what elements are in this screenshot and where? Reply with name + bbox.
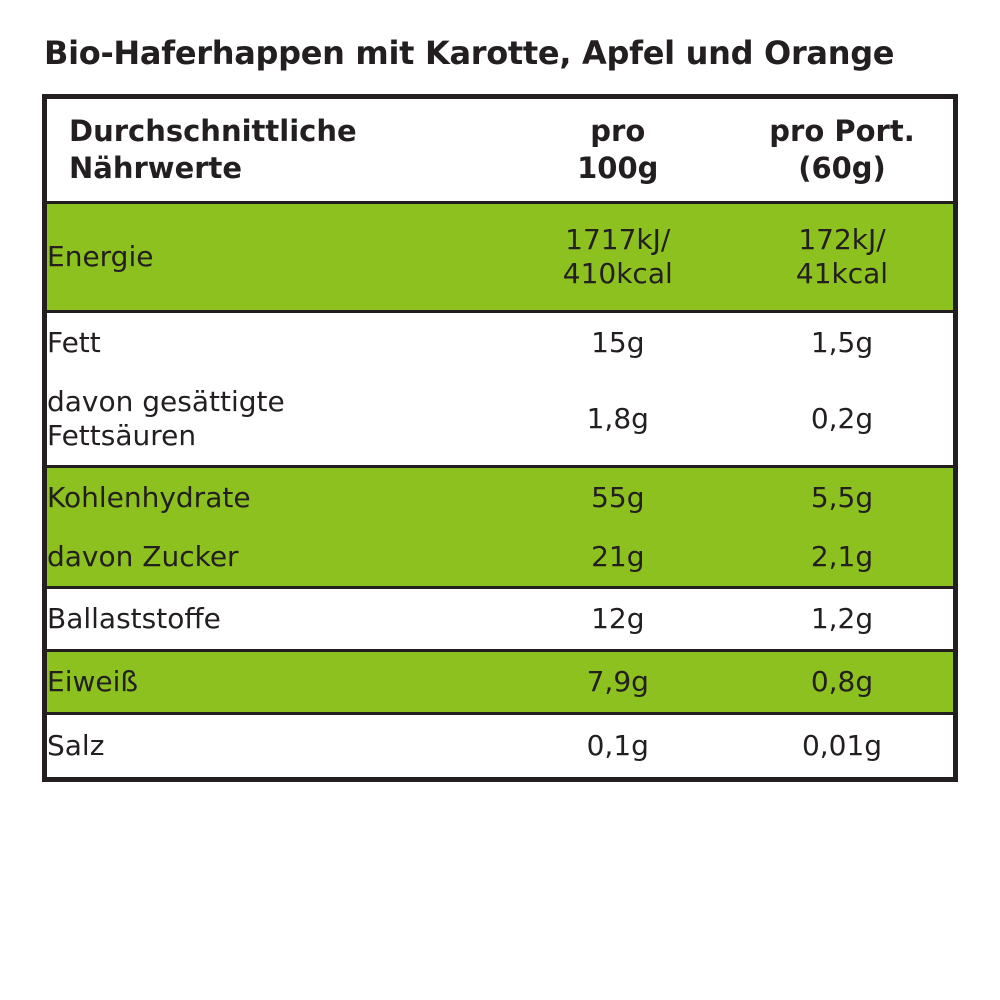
table-row-fett xyxy=(47,312,953,374)
table-row-eiweiss xyxy=(47,651,953,714)
row-value-fett-per-portion: 1,5g xyxy=(731,312,953,374)
table-row-ballaststoffe xyxy=(47,588,953,651)
table-row-energie xyxy=(47,203,953,312)
energie-per100-line1: 1717kJ/ xyxy=(565,223,671,257)
row-label-eiweiss: Eiweiß xyxy=(47,651,505,714)
energie-portion-line1: 172kJ/ xyxy=(798,223,886,257)
energie-per100-line2: 410kcal xyxy=(562,257,673,291)
header-portion-line1: pro Port. xyxy=(769,114,915,148)
row-value-gesaettigte-per-100g: 1,8g xyxy=(586,402,649,436)
gesaettigte-label-line2: Fettsäuren xyxy=(47,419,197,453)
header-cell-per-100g xyxy=(505,99,732,203)
header-portion-line2: (60g) xyxy=(798,151,886,186)
row-value-salz-per-portion: 0,01g xyxy=(731,714,953,778)
row-value-ballaststoffe-per-portion: 1,2g xyxy=(731,588,953,651)
row-value-fett-per-100g: 15g xyxy=(505,312,732,374)
table-header-row xyxy=(47,99,953,203)
row-value-energie-per-100g xyxy=(505,203,732,312)
table-row-kohlenhydrate xyxy=(47,467,953,529)
row-value-energie-per-portion xyxy=(731,203,953,312)
gesaettigte-label-line1: davon gesättigte xyxy=(47,384,285,418)
header-label-line2: Nährwerte xyxy=(69,151,243,186)
nutrition-table xyxy=(47,99,953,777)
row-value-gesaettigte-per-portion: 0,2g xyxy=(810,402,874,436)
table-row-zucker xyxy=(47,528,953,588)
page-title: Bio-Haferhappen mit Karotte, Apfel und Orange xyxy=(44,34,895,72)
nutrition-table-container xyxy=(42,94,958,782)
header-cell-per-portion xyxy=(731,99,953,203)
table-row-salz xyxy=(47,714,953,778)
row-value-zucker-per-portion: 2,1g xyxy=(810,540,874,574)
row-value-ballaststoffe-per-100g: 12g xyxy=(505,588,732,651)
row-label-zucker: davon Zucker xyxy=(47,540,239,574)
table-row-gesaettigte-fettsaeuren xyxy=(47,373,953,467)
row-label-ballaststoffe: Ballaststoffe xyxy=(47,588,505,651)
row-value-eiweiss-per-100g: 7,9g xyxy=(505,651,732,714)
header-cell-label xyxy=(47,99,505,203)
row-value-eiweiss-per-portion: 0,8g xyxy=(731,651,953,714)
header-per100-line1: pro xyxy=(590,114,646,148)
row-label-salz: Salz xyxy=(47,714,505,778)
row-value-salz-per-100g: 0,1g xyxy=(505,714,732,778)
row-value-zucker-per-100g: 21g xyxy=(591,540,645,574)
row-label-gesaettigte-fettsaeuren xyxy=(47,373,505,467)
row-label-kohlenhydrate: Kohlenhydrate xyxy=(47,467,505,529)
header-per100-line2: 100g xyxy=(577,151,659,186)
row-label-fett: Fett xyxy=(47,312,505,374)
header-label-line1: Durchschnittliche xyxy=(69,114,357,148)
energie-portion-line2: 41kcal xyxy=(795,257,889,291)
row-value-kohlenhydrate-per-100g: 55g xyxy=(505,467,732,529)
row-label-energie: Energie xyxy=(47,203,505,312)
row-value-kohlenhydrate-per-portion: 5,5g xyxy=(731,467,953,529)
